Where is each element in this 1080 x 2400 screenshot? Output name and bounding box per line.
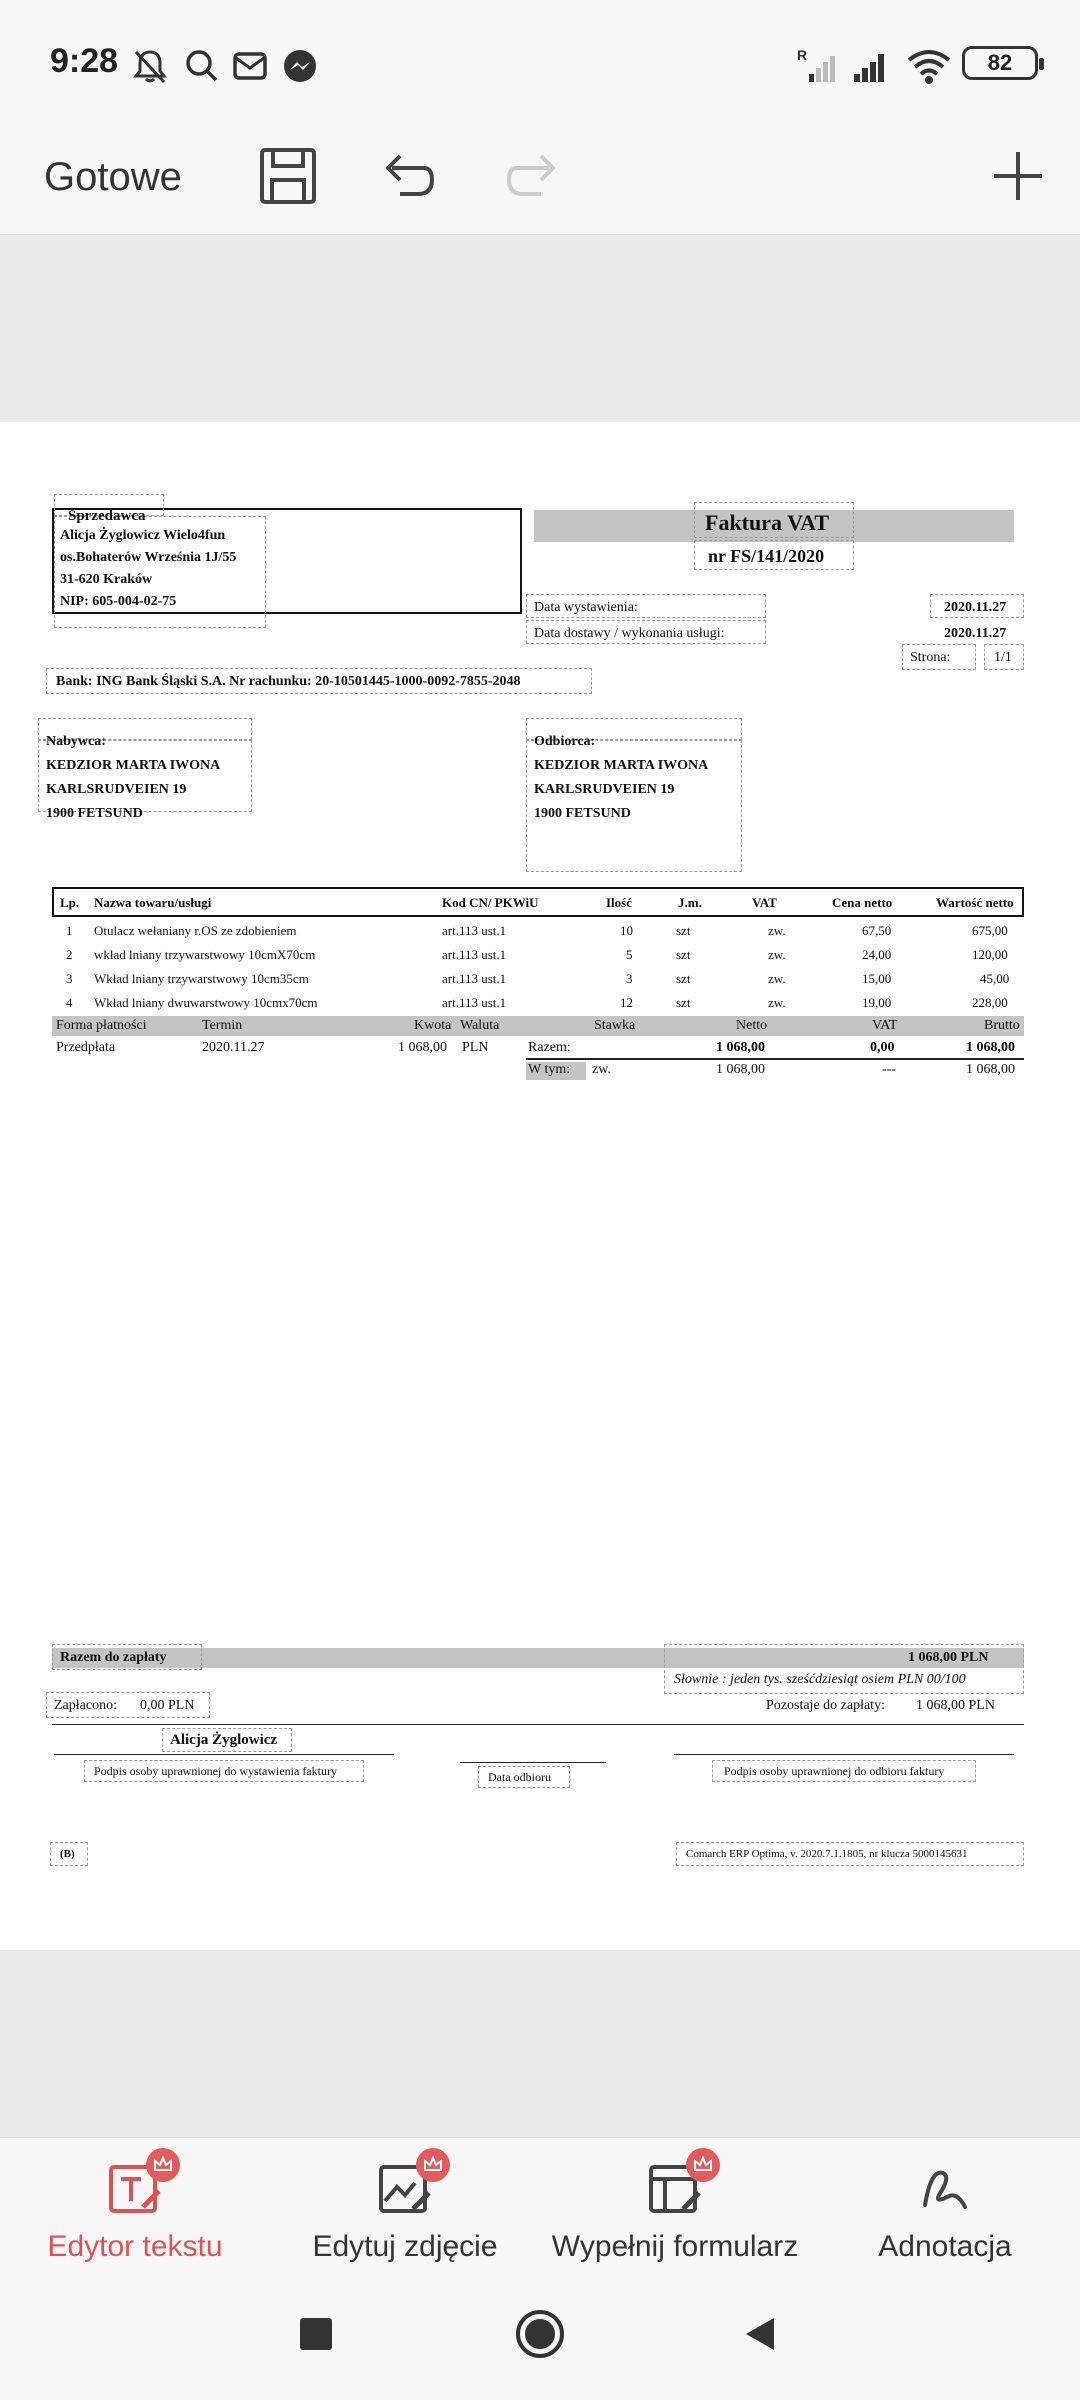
payment-header: Kwota — [414, 1018, 452, 1033]
nav-fill-form[interactable] — [540, 2138, 810, 2271]
bank-line: Bank: ING Bank Śląski S.A. Nr rachunku: 20-10501445-1000-0092-7855-2048 — [56, 674, 521, 689]
issue-date-label: Data wystawienia: — [534, 600, 638, 615]
back-icon[interactable] — [740, 2314, 780, 2354]
page-label: Strona: — [910, 650, 951, 665]
seller-line: Alicja Żyglowicz Wielo4fun — [60, 528, 226, 543]
summary-total-netto: 1 068,00 — [716, 1040, 765, 1055]
summary-incl-brutto: 1 068,00 — [966, 1062, 1015, 1077]
payment-amount: 1 068,00 — [398, 1040, 447, 1055]
plus-icon — [990, 148, 1046, 204]
buyer-line: KARLSRUDVEIEN 19 — [46, 782, 187, 797]
nav-text-editor[interactable] — [0, 2138, 270, 2271]
remaining-label: Pozostaje do zapłaty: — [766, 1698, 885, 1713]
footer-left: (B) — [60, 1848, 75, 1860]
summary-header: Netto — [736, 1018, 768, 1033]
page-value: 1/1 — [994, 650, 1012, 665]
buyer-heading: Nabywca: — [46, 734, 106, 749]
col-header: VAT — [752, 895, 777, 910]
delivery-date: 2020.11.27 — [944, 626, 1007, 641]
premium-crown-icon — [416, 2148, 450, 2182]
payment-header: Waluta — [460, 1018, 500, 1033]
issue-date: 2020.11.27 — [944, 600, 1007, 615]
summary-total-brutto: 1 068,00 — [966, 1040, 1015, 1055]
recipient-heading: Odbiorca: — [534, 734, 596, 749]
invoice-title: Faktura VAT — [705, 510, 830, 535]
nav-annotation[interactable] — [810, 2138, 1080, 2271]
table-row: 2 wkład lniany trzywarstwowy 10cmX70cm art.113 ust.1 5 szt zw. 24,00 120,00 — [66, 947, 1008, 962]
summary-incl-netto: 1 068,00 — [716, 1062, 765, 1077]
remaining-value: 1 068,00 PLN — [916, 1698, 995, 1713]
payment-term: 2020.11.27 — [202, 1040, 265, 1055]
save-icon — [258, 146, 318, 206]
seller-line: 31-620 Kraków — [60, 572, 153, 587]
redo-icon — [503, 146, 563, 206]
nav-label: Edytuj zdjęcie — [312, 2230, 498, 2263]
paid-label: Zapłacono: — [54, 1698, 117, 1713]
premium-crown-icon — [146, 2148, 180, 2182]
home-icon[interactable] — [514, 2308, 566, 2360]
col-header: Cena netto — [832, 895, 893, 910]
seller-heading: Sprzedawca — [68, 508, 146, 524]
summary-header: Stawka — [594, 1018, 636, 1033]
summary-header: VAT — [872, 1018, 898, 1033]
nav-edit-photo[interactable] — [270, 2138, 540, 2271]
delivery-date-label: Data dostawy / wykonania usługi: — [534, 626, 725, 641]
col-header: Lp. — [60, 895, 80, 910]
summary-incl-vat: --- — [882, 1062, 896, 1077]
recipient-line: KARLSRUDVEIEN 19 — [534, 782, 675, 797]
notifications-muted-icon — [130, 46, 170, 86]
invoice-number: nr FS/141/2020 — [708, 546, 825, 566]
redo-button[interactable] — [495, 138, 571, 214]
status-time: 9:28 — [50, 42, 119, 80]
svg-text:R: R — [797, 47, 808, 63]
to-pay-value: 1 068,00 PLN — [908, 1650, 989, 1665]
summary-header: Brutto — [984, 1018, 1020, 1033]
table-row: 4 Wkład lniany dwuwarstwowy 10cmx70cm art.113 ust.1 12 szt zw. 19,00 228,00 — [66, 995, 1008, 1010]
buyer-line: KEDZIOR MARTA IWONA — [46, 758, 221, 773]
table-row: 3 Wkład lniany trzywarstwowy 10cm35cm art.113 ust.1 3 szt zw. 15,00 45,00 — [66, 971, 1010, 986]
col-header: Kod CN/ PKWiU — [442, 895, 539, 910]
canvas-background — [0, 236, 1080, 422]
summary-total-label: Razem: — [528, 1040, 571, 1055]
payment-header: Forma płatności — [56, 1018, 147, 1033]
status-bar — [0, 0, 1080, 130]
system-navigation-bar — [0, 2270, 1080, 2400]
recipient-line: 1900 FETSUND — [534, 806, 631, 821]
col-header: J.m. — [678, 895, 702, 910]
undo-button[interactable] — [370, 138, 446, 214]
summary-incl-label: W tym: — [528, 1062, 571, 1077]
premium-crown-icon — [686, 2148, 720, 2182]
col-header: Wartość netto — [936, 895, 1014, 910]
invoice-page[interactable] — [0, 422, 1080, 1950]
amount-in-words: Słownie : jeden tys. sześćdziesiąt osiem PLN 00/100 — [674, 1672, 966, 1687]
save-button[interactable] — [250, 138, 326, 214]
wifi-icon — [905, 46, 953, 86]
paid-value: 0,00 PLN — [140, 1698, 195, 1713]
undo-icon — [378, 146, 438, 206]
footer-right: Comarch ERP Optima, v. 2020.7.1.1805, nr klucza 5000145631 — [686, 1848, 968, 1860]
messenger-icon — [280, 46, 320, 86]
payment-header: Termin — [202, 1018, 243, 1033]
nav-label: Wypełnij formularz — [551, 2230, 799, 2263]
col-header: Nazwa towaru/usługi — [94, 895, 212, 910]
signer-name: Alicja Żyglowicz — [170, 1732, 278, 1748]
recents-icon[interactable] — [298, 2316, 334, 2352]
sign-receive-label: Podpis osoby uprawnionej do odbioru faktury — [724, 1764, 945, 1778]
editor-toolbar — [0, 130, 1080, 235]
table-row: 1 Otulacz wełaniany r.OS ze zdobieniem art.113 ust.1 10 szt zw. 67,50 675,00 — [66, 923, 1008, 938]
seller-line: NIP: 605-004-02-75 — [60, 594, 177, 609]
mail-icon — [230, 46, 270, 86]
signal-roaming-icon — [795, 46, 839, 86]
add-button[interactable] — [980, 138, 1056, 214]
done-button[interactable]: Gotowe — [44, 155, 182, 199]
annotation-icon — [910, 2154, 980, 2224]
nav-label: Adnotacja — [878, 2230, 1012, 2263]
payment-form: Przedpłata — [56, 1040, 116, 1055]
to-pay-label: Razem do zapłaty — [60, 1650, 167, 1665]
summary-total-vat: 0,00 — [870, 1040, 895, 1055]
search-icon — [182, 46, 222, 86]
fill-form-icon — [640, 2154, 710, 2224]
recipient-line: KEDZIOR MARTA IWONA — [534, 758, 709, 773]
seller-line: os.Bohaterów Września 1J/55 — [60, 550, 237, 565]
bottom-toolbar — [0, 2137, 1080, 2270]
summary-incl-rate: zw. — [592, 1062, 611, 1077]
col-header: Ilość — [606, 895, 632, 910]
sign-issue-label: Podpis osoby uprawnionej do wystawienia faktury — [94, 1764, 337, 1778]
edit-photo-icon — [370, 2154, 440, 2224]
buyer-line: 1900 FETSUND — [46, 806, 143, 821]
battery-indicator: 82 — [962, 46, 1038, 80]
text-editor-icon — [100, 2154, 170, 2224]
signal-icon — [850, 46, 894, 86]
payment-currency: PLN — [462, 1040, 489, 1055]
nav-label: Edytor tekstu — [47, 2230, 223, 2263]
sign-receipt-date-label: Data odbioru — [488, 1770, 551, 1784]
